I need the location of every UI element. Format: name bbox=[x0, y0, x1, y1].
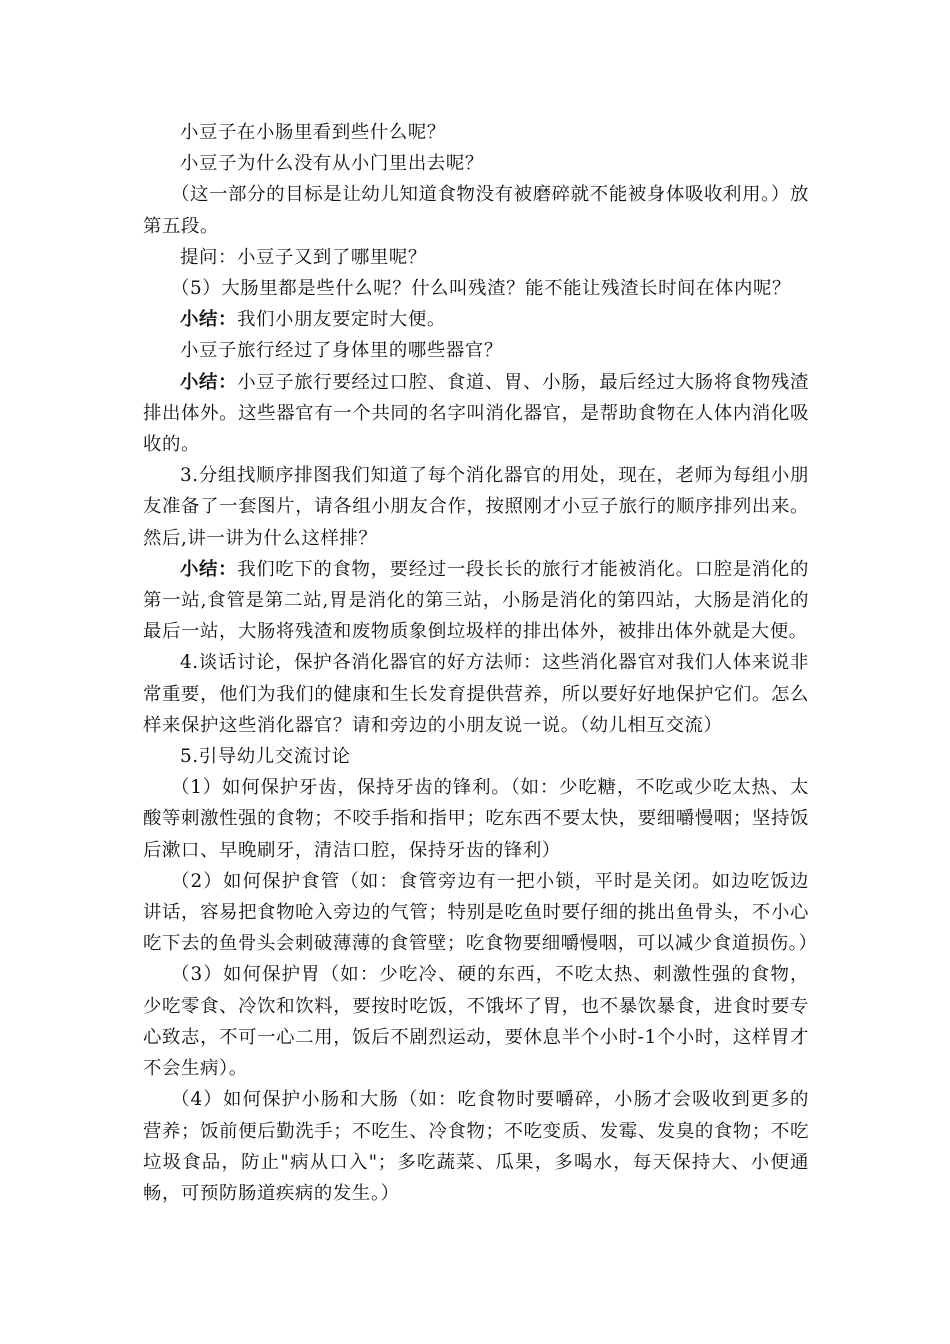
summary-label: 小结： bbox=[180, 371, 238, 393]
paragraph-text: 4.谈话讨论，保护各消化器官的好方法师：这些消化器官对我们人体来说非常重要，他们为我们的健康和生长发育提供营养，所以要好好地保护它们。怎么样来保护这些消化器官？请和旁边的小朋友说一说。（幼儿相互交流） bbox=[143, 652, 809, 736]
paragraph bbox=[143, 335, 809, 366]
paragraph-text: （4）如何保护小肠和大肠（如：吃食物时要嚼碎，小肠才会吸收到更多的营养；饭前便后勤洗手；不吃生、冷食物；不吃变质、发霉、发臭的食物；不吃垃圾食品，防止"病从口入"；多吃蔬菜、瓜果，多喝水，每天保持大、小便通畅，可预防肠道疾病的发生。） bbox=[143, 1089, 809, 1204]
paragraph bbox=[143, 647, 809, 741]
paragraph-text: 3.分组找顺序排图我们知道了每个消化器官的用处，现在，老师为每组小朋友准备了一套图片，请各组小朋友合作，按照刚才小豆子旅行的顺序排列出来。然后,讲一讲为什么这样排？ bbox=[143, 465, 809, 549]
document-body bbox=[143, 117, 818, 1209]
paragraph bbox=[143, 367, 809, 461]
paragraph bbox=[143, 772, 809, 866]
paragraph-text: 我们吃下的食物，要经过一段长长的旅行才能被消化。口腔是消化的第一站,食管是第二站,胃是消化的第三站，小肠是消化的第四站，大肠是消化的最后一站，大肠将残渣和废物质象倒垃圾样的排出体外，被排出体外就是大便。 bbox=[143, 558, 809, 643]
paragraph-text: 5.引导幼儿交流讨论 bbox=[180, 746, 351, 768]
paragraph bbox=[143, 179, 809, 241]
paragraph bbox=[143, 959, 809, 1084]
paragraph-text: （3）如何保护胃（如：少吃冷、硬的东西，不吃太热、刺激性强的食物，少吃零食、冷饮和饮料，要按时吃饭，不饿坏了胃，也不暴饮暴食，进食时要专心致志，不可一心二用，饭后不剧烈运动，要休息半个小时-1个小时，这样胃才不会生病）。 bbox=[143, 964, 809, 1080]
paragraph-text: 小豆子旅行经过了身体里的哪些器官？ bbox=[180, 340, 503, 362]
paragraph bbox=[143, 117, 809, 148]
summary-label: 小结： bbox=[180, 309, 237, 331]
paragraph bbox=[143, 273, 809, 304]
paragraph bbox=[143, 148, 809, 179]
paragraph bbox=[143, 866, 818, 960]
summary-label: 小结： bbox=[180, 558, 238, 580]
paragraph-text: 我们小朋友要定时大便。 bbox=[236, 309, 446, 331]
paragraph bbox=[143, 460, 809, 554]
paragraph-text: 小豆子为什么没有从小门里出去呢？ bbox=[180, 153, 484, 175]
paragraph bbox=[143, 242, 809, 273]
paragraph bbox=[143, 304, 809, 335]
paragraph-text: 小豆子在小肠里看到些什么呢？ bbox=[180, 122, 446, 143]
paragraph-text: （这一部分的目标是让幼儿知道食物没有被磨碎就不能被身体吸收利用。）放第五段。 bbox=[143, 184, 809, 237]
paragraph bbox=[143, 741, 809, 772]
paragraph-text: （2）如何保护食管（如：食管旁边有一把小锁，平时是关闭。如边吃饭边讲话，容易把食物呛入旁边的气管；特别是吃鱼时要仔细的挑出鱼骨头，不小心吃下去的鱼骨头会刺破薄薄的食管壁；吃食物要细嚼慢咽，可以减少食道损伤。） bbox=[143, 870, 818, 955]
paragraph bbox=[143, 554, 809, 648]
paragraph-text: （5）大肠里都是些什么呢？什么叫残渣？能不能让残渣长时间在体内呢？ bbox=[171, 278, 792, 300]
paragraph-text: 提问：小豆子又到了哪里呢？ bbox=[180, 246, 427, 268]
paragraph-text: 小豆子旅行要经过口腔、食道、胃、小肠，最后经过大肠将食物残渣排出体外。这些器官有一个共同的名字叫消化器官，是帮助食物在人体内消化吸收的。 bbox=[143, 371, 809, 456]
paragraph-text: （1）如何保护牙齿，保持牙齿的锋利。（如：少吃糖，不吃或少吃太热、太酸等刺激性强的食物；不咬手指和指甲；吃东西不要太快，要细嚼慢咽；坚持饭后漱口、早晚刷牙，清洁口腔，保持牙齿的锋利） bbox=[143, 777, 809, 861]
paragraph bbox=[143, 1084, 809, 1209]
